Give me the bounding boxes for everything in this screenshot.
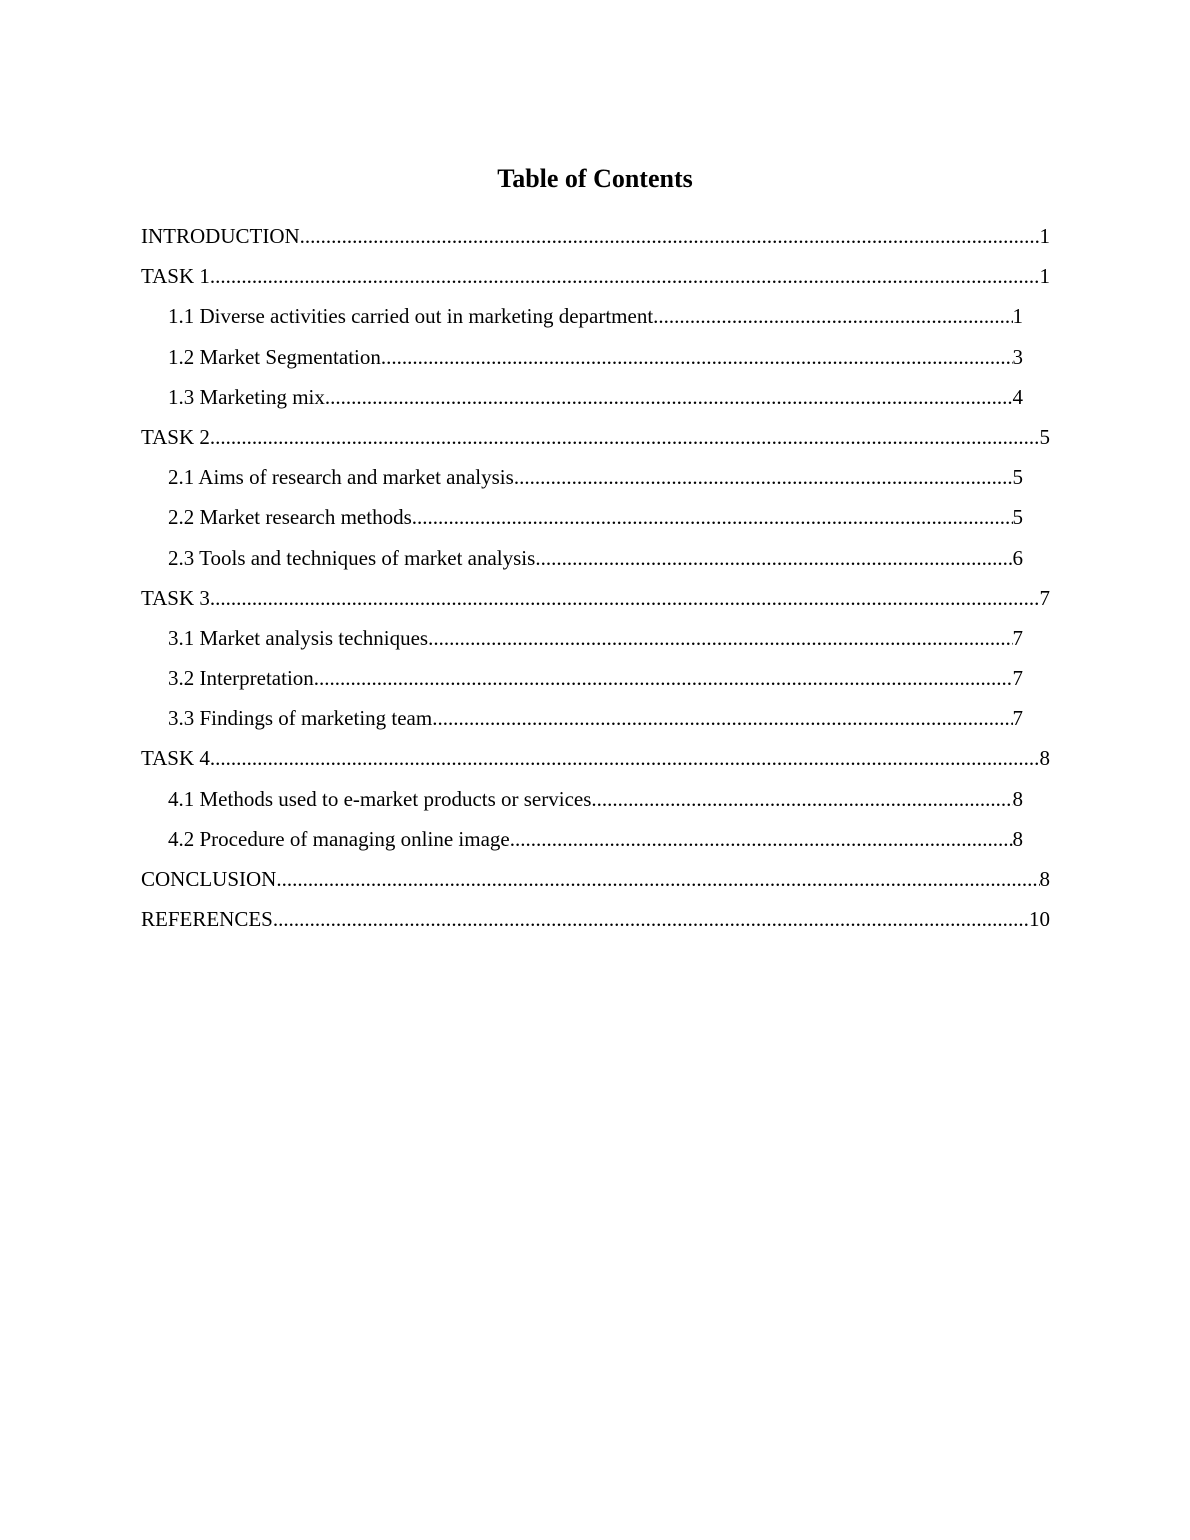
toc-entry-text: 2.1 Aims of research and market analysis [168,465,514,490]
toc-entry-text: 2.2 Market research methods [168,505,412,530]
toc-dot-leader [273,904,1029,934]
toc-entry-text: 1.1 Diverse activities carried out in marketing department [168,304,654,329]
toc-page-number: 1 [1039,264,1050,289]
toc-dot-leader [210,743,1040,773]
toc-page-number: 7 [1012,706,1023,731]
toc-entry-text: 4.1 Methods used to e-market products or services [168,786,592,811]
toc-entry-4-1[interactable] [168,784,1023,824]
toc-dot-leader [535,543,1012,573]
toc-page-number: 4 [1012,384,1023,409]
toc-entry-task-1[interactable] [141,261,1050,301]
toc-list [141,221,1050,944]
toc-page-number: 8 [1012,786,1023,811]
toc-page-number: 5 [1012,505,1023,530]
toc-entry-text: 4.2 Procedure of managing online image [168,826,510,851]
toc-dot-leader [300,221,1040,251]
toc-entry-3-1[interactable] [168,623,1023,663]
toc-dot-leader [510,824,1013,854]
toc-entry-2-2[interactable] [168,502,1023,542]
toc-entry-4-2[interactable] [168,824,1023,864]
toc-page-number: 7 [1039,585,1050,610]
toc-page-number: 8 [1012,826,1023,851]
toc-page-number: 5 [1039,424,1050,449]
toc-page-number: 1 [1012,304,1023,329]
toc-dot-leader [381,342,1013,372]
toc-entry-conclusion[interactable] [141,864,1050,904]
toc-entry-text: 3.2 Interpretation [168,666,314,691]
toc-entry-task-3[interactable] [141,583,1050,623]
toc-entry-text: TASK 1 [141,264,210,289]
toc-entry-3-3[interactable] [168,703,1023,743]
toc-entry-3-2[interactable] [168,663,1023,703]
toc-dot-leader [210,261,1040,291]
toc-entry-text: TASK 2 [141,424,210,449]
toc-dot-leader [514,462,1013,492]
toc-page-number: 8 [1039,867,1050,891]
toc-entry-1-1[interactable] [168,301,1023,341]
toc-dot-leader [591,784,1012,814]
toc-entry-1-2[interactable] [168,342,1023,382]
toc-entry-text: CONCLUSION [141,867,277,891]
toc-entry-text: TASK 3 [141,585,210,610]
toc-entry-task-4[interactable] [141,743,1050,783]
toc-page-number: 8 [1039,746,1050,771]
toc-entry-text: INTRODUCTION [141,224,300,248]
toc-page-number: 7 [1012,625,1023,650]
toc-entry-text: 1.2 Market Segmentation [168,344,381,369]
toc-entry-2-1[interactable] [168,462,1023,502]
toc-entry-text: 1.3 Marketing mix [168,384,325,409]
toc-page-number: 5 [1012,465,1023,490]
toc-entry-text: REFERENCES [141,907,273,932]
toc-title: Table of Contents [497,164,693,193]
toc-page-number: 6 [1012,545,1023,570]
toc-page-number: 10 [1029,907,1050,932]
toc-dot-leader [325,382,1013,412]
toc-entry-references[interactable] [141,904,1050,944]
toc-entry-introduction[interactable] [141,221,1050,261]
toc-entry-text: 2.3 Tools and techniques of market analysis [168,545,536,570]
toc-dot-leader [210,422,1040,452]
toc-entry-2-3[interactable] [168,543,1023,583]
toc-dot-leader [210,583,1040,613]
toc-page-number: 1 [1039,224,1050,248]
toc-page-number: 7 [1012,666,1023,691]
toc-entry-task-2[interactable] [141,422,1050,462]
toc-entry-text: 3.1 Market analysis techniques [168,625,429,650]
toc-dot-leader [432,703,1012,733]
toc-dot-leader [412,502,1013,532]
toc-dot-leader [428,623,1012,653]
toc-entry-text: 3.3 Findings of marketing team [168,706,433,731]
toc-dot-leader [314,663,1013,693]
toc-page-number: 3 [1012,344,1023,369]
toc-entry-text: TASK 4 [141,746,210,771]
toc-entry-1-3[interactable] [168,382,1023,422]
toc-dot-leader [276,864,1039,894]
toc-dot-leader [653,301,1012,331]
